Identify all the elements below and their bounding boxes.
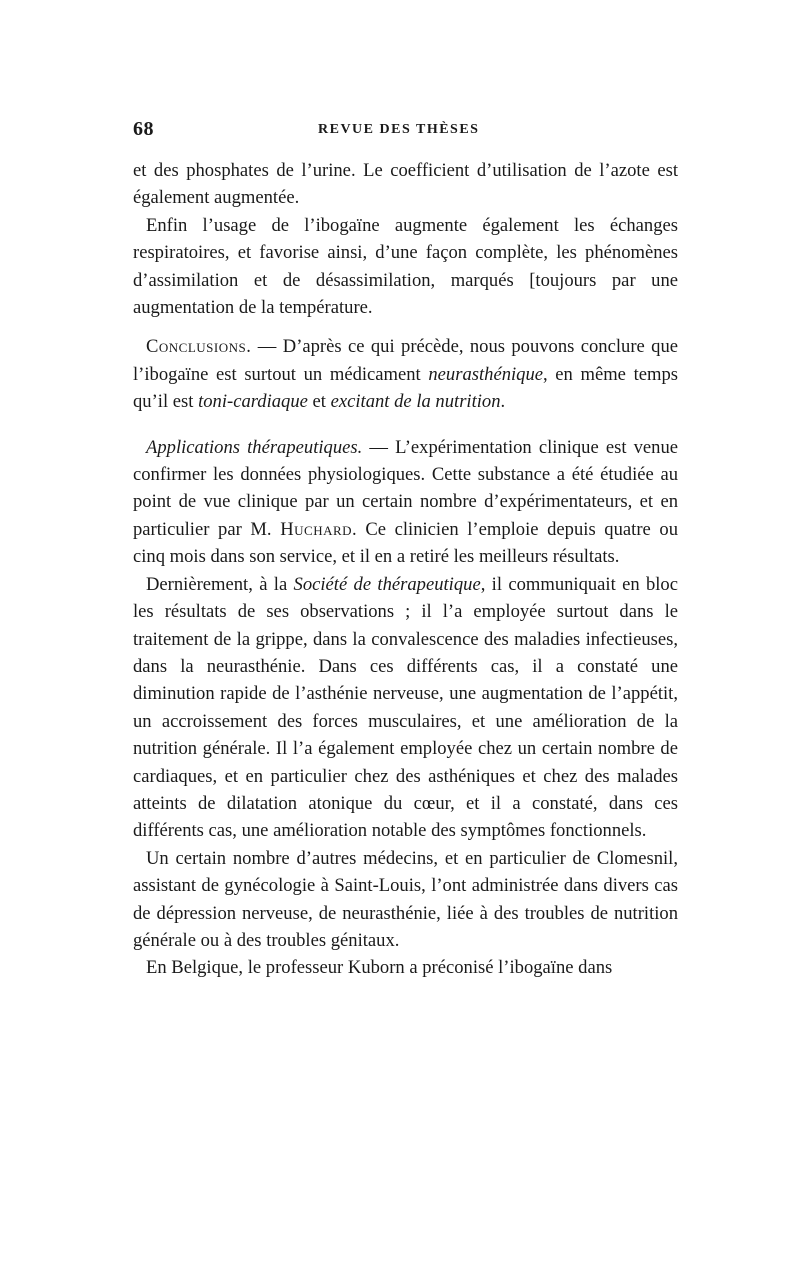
paragraph-5: Dernièrement, à la Société de thérapeutique, il communiquait en bloc les résultats de ses observations ; il l’a employée surtout dans le traitement de la grippe, dans la convalescence des maladies infectieuses, dans la neurasthénie. Dans ces différents cas, il a constaté une diminution rapide de l’asthénie nerveuse, une augmentation de l’appétit, un accroissement des forces musculaires, et une amélioration de la nutrition générale. Il l’a également employée chez un certain nombre de cardiaques, et en particulier chez des asthéniques et chez des malades atteints de dilatation atonique du cœur, et il a constaté, dans ces différents cas, une amélioration notable des symptômes fonctionnels.: [133, 573, 678, 842]
paragraph-6: Un certain nombre d’autres médecins, et en particulier de Clomesnil, assistant de gynécologie à Saint-Louis, l’ont administrée dans divers cas de dépression nerveuse, de neurasthénie, liée à des troubles de nutrition générale ou à des troubles génitaux.: [133, 847, 678, 951]
section-lead-conclusions: Conclusions.: [146, 336, 252, 358]
author-name: Huchard: [280, 518, 353, 540]
paragraph-1: et des phosphates de l’urine. Le coefficient d’utilisation de l’azote est également augmentée.: [133, 160, 678, 209]
running-head: REVUE DES THÈSES: [318, 122, 480, 137]
paragraph-2: Enfin l’usage de l’ibogaïne augmente également les échanges respiratoires, et favorise ainsi, d’une façon complète, les phénomènes d’assimilation et de désassimilation, marqués [toujours par une augmentation de la température.: [133, 214, 678, 319]
page-header: [133, 118, 678, 142]
section-lead-applications: Applications thérapeutiques.: [146, 436, 363, 458]
paragraph-conclusions: Conclusions. — D’après ce qui précède, nous pouvons conclure que l’ibogaïne est surtout un médicament neurasthénique, en même temps qu’il est toni-cardiaque et excitant de la nutrition.: [133, 336, 678, 413]
paragraph-7: En Belgique, le professeur Kuborn a préconisé l’ibogaïne dans: [146, 957, 613, 979]
body-text: [133, 157, 678, 982]
paragraph-applications: Applications thérapeutiques. — L’expérimentation clinique est venue confirmer les données physiologiques. Cette substance a été étudiée au point de vue clinique par un certain nombre d’expérimentateurs, et en particulier par M. Huchard. Ce clinicien l’emploie depuis quatre ou cinq mois dans son service, et il en a retiré les meilleurs résultats.: [133, 436, 678, 568]
page-number: 68: [133, 118, 154, 140]
